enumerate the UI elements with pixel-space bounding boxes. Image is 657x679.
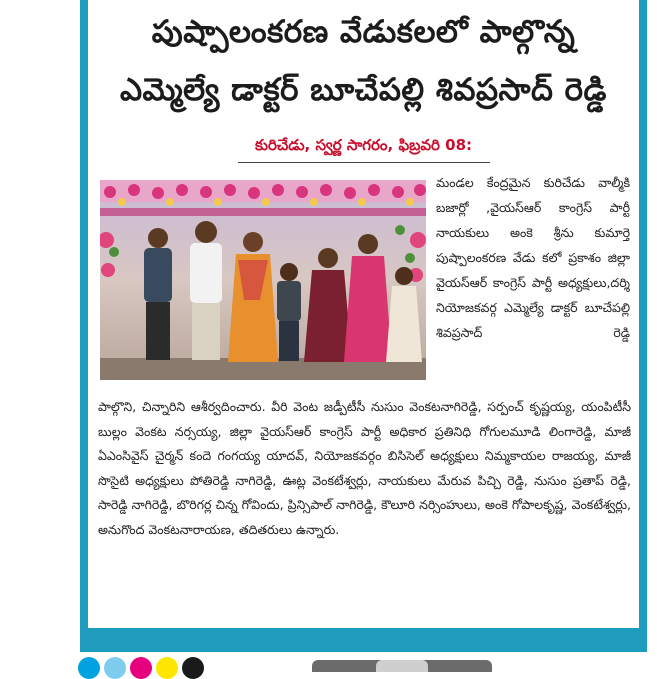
event-photo (100, 180, 426, 380)
horizontal-scrollbar[interactable] (312, 660, 492, 672)
article-body-text (98, 395, 631, 542)
cyan-swatch (78, 657, 100, 679)
dateline-underline (238, 162, 490, 163)
event-photo-illustration (100, 180, 426, 380)
headline-line-1: పుష్పాలంకరణ వేడుకలలో పాల్గొన్న (151, 14, 576, 50)
body-paragraph: పాల్గొని, చిన్నారిని ఆశీర్వదించారు. వీరి వెంట జడ్పీటీసీ నుసుం వెంకటనాగిరెడ్డి, సర్పంచ్ కృష్ణయ్య, యంపిటీసీ బుల్లం వెంకట నర్సయ్య, జిల్లా వైయస్ఆర్ కాంగ్రెస్ పార్టీ అధికార ప్రతినిధి గోగులమూడి లింగారెడ్డి, మాజీ ఏఎంసివైస్ చైర్మన్ కందె గంగయ్య యాదవ్, నియోజకవర్గం బిసిసెల్ అధ్యక్షులు నిమ్మకాయల రాజయ్య, మాజీ సొసైటి అధ్యక్షులు పోతిరెడ్డి నాగిరెడ్డి, ఊట్ల వెంకటేశ్వర్లు, నాయకులు మేరువ పిచ్చి రెడ్డి, నుసుం ప్రతాప్ రెడ్డి, సారెడ్డి నాగిరెడ్డి, బొరిగర్ల చిన్న గోవిందు, ప్రిన్సిపాల్ నాగిరెడ్డి, కౌలూరి నర్సింహులు, అంకె గోపాలకృష్ణ, వెంకటేశ్వర్లు, అనుగొంద వెంకటనారాయణ, తదితరులు ఉన్నారు. (98, 399, 631, 537)
article-side-text (436, 170, 630, 345)
magenta-swatch (130, 657, 152, 679)
black-swatch (182, 657, 204, 679)
dateline: కురిచేడు, స్వర్ణ సాగరం, ఫిబ్రవరి 08: (254, 136, 473, 154)
yellow-swatch (156, 657, 178, 679)
scrollbar-thumb[interactable] (376, 660, 428, 672)
light-cyan-swatch (104, 657, 126, 679)
headline-line-2: ఎమ్మెల్యే డాక్టర్ బూచేపల్లి శివప్రసాద్ రెడ్డి (120, 72, 607, 108)
side-paragraph: మండల కేంద్రమైన కురిచేడు వాల్మీకి బజార్లో ,వైయస్ఆర్ కాంగ్రెస్ పార్టీ నాయకులు అంకె శ్రీను కుమార్తె పుష్పాలంకరణ వేడు కలో ప్రకాశం జిల్లా వైయస్ఆర్ కాంగ్రెస్ పార్టీ అధ్యక్షులు,దర్శి నియోజకవర్గ ఎమ్మెల్యే డాక్టర్ బూచేపల్లి శివప్రసాద్ రెడ్డి (436, 175, 630, 340)
